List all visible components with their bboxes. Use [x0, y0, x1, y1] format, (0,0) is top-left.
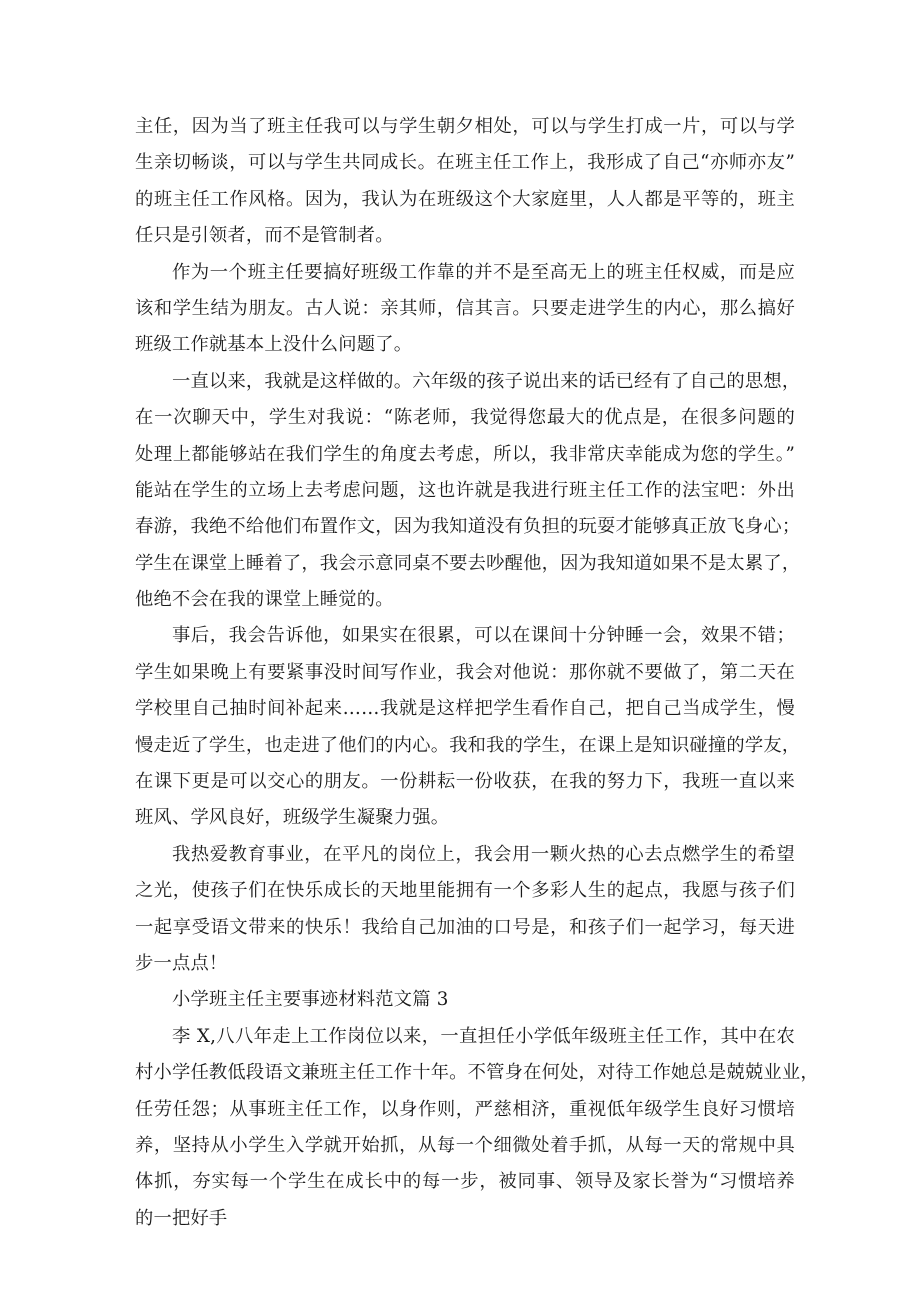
paragraph-4	[135, 618, 801, 836]
paragraph-line: 班风、学风良好，班级学生凝聚力强。	[135, 807, 450, 829]
paragraph-line: 学生在课堂上睡着了，我会示意同桌不要去吵醒他，因为我知道如果不是太累了，	[135, 552, 801, 574]
paragraph-7	[135, 1019, 819, 1237]
paragraph-line: 的班主任工作风格。因为，我认为在班级这个大家庭里，人人都是平等的，班主	[135, 188, 795, 210]
paragraph-line: 体抓，夯实每一个学生在成长中的每一步，被同事、领导及家长誉为“习惯培养	[135, 1171, 795, 1193]
paragraph-line: 在课下更是可以交心的朋友。一份耕耘一份收获，在我的努力下，我班一直以来	[135, 771, 795, 793]
paragraph-line: 之光，使孩子们在快乐成长的天地里能拥有一个多彩人生的起点，我愿与孩子们	[135, 880, 795, 902]
paragraph-line: 步一点点！	[135, 952, 228, 974]
paragraph-line: 李 X,八八年走上工作岗位以来，一直担任小学低年级班主任工作，其中在农	[172, 1025, 795, 1047]
paragraph-line: 村小学任教低段语文兼班主任工作十年。不管身在何处，对待工作她总是兢兢业业，	[135, 1062, 819, 1084]
paragraph-line: 在一次聊天中，学生对我说：“陈老师，我觉得您最大的优点是，在很多问题的	[135, 407, 795, 429]
document-page	[135, 109, 819, 1237]
paragraph-line: 慢走近了学生，也走进了他们的内心。我和我的学生，在课上是知识碰撞的学友，	[135, 734, 801, 756]
paragraph-line: 主任，因为当了班主任我可以与学生朝夕相处，可以与学生打成一片，可以与学	[135, 116, 795, 137]
paragraph-line: 养，坚持从小学生入学就开始抓，从每一个细微处着手抓，从每一天的常规中具	[135, 1134, 795, 1156]
paragraph-line: 学生如果晚上有要紧事没时间写作业，我会对他说：那你就不要做了，第二天在	[135, 661, 795, 683]
paragraph-line: 处理上都能够站在我们学生的角度去考虑，所以，我非常庆幸能成为您的学生。”	[135, 443, 795, 465]
paragraph-line: 作为一个班主任要搞好班级工作靠的并不是至高无上的班主任权威，而是应	[172, 261, 795, 283]
section-heading	[135, 982, 795, 1018]
paragraph-line: 他绝不会在我的课堂上睡觉的。	[135, 589, 394, 611]
paragraph-line: 春游，我绝不给他们布置作文，因为我知道没有负担的玩耍才能够真正放飞身心；	[135, 516, 801, 538]
paragraph-line: 任只是引领者，而不是管制者。	[135, 225, 394, 247]
paragraph-line: 能站在学生的立场上去考虑问题，这也许就是我进行班主任工作的法宝吧：外出	[135, 479, 795, 501]
paragraph-line: 班级工作就基本上没什么问题了。	[135, 334, 413, 356]
paragraph-line: 生亲切畅谈，可以与学生共同成长。在班主任工作上，我形成了自己“亦师亦友”	[135, 152, 795, 174]
paragraph-5	[135, 837, 795, 983]
paragraph-line: 我热爱教育事业，在平凡的岗位上，我会用一颗火热的心去点燃学生的希望	[172, 843, 795, 865]
paragraph-line: 的一把好手	[135, 1207, 228, 1229]
paragraph-line: 该和学生结为朋友。古人说：亲其师，信其言。只要走进学生的内心，那么搞好	[135, 297, 795, 319]
paragraph-1	[135, 109, 795, 255]
paragraph-line: 事后，我会告诉他，如果实在很累，可以在课间十分钟睡一会，效果不错；	[172, 625, 795, 647]
paragraph-2	[135, 255, 795, 364]
paragraph-line: 任劳任怨；从事班主任工作，以身作则，严慈相济，重视低年级学生良好习惯培	[135, 1098, 795, 1120]
section-heading-text: 小学班主任主要事迹材料范文篇 3	[172, 989, 449, 1011]
paragraph-line: 一直以来，我就是这样做的。六年级的孩子说出来的话已经有了自己的思想，	[172, 370, 801, 392]
paragraph-3	[135, 364, 801, 619]
paragraph-line: 学校里自己抽时间补起来……我就是这样把学生看作自己，把自己当成学生，慢	[135, 698, 795, 720]
paragraph-line: 一起享受语文带来的快乐！我给自己加油的口号是，和孩子们一起学习，每天进	[135, 916, 795, 938]
